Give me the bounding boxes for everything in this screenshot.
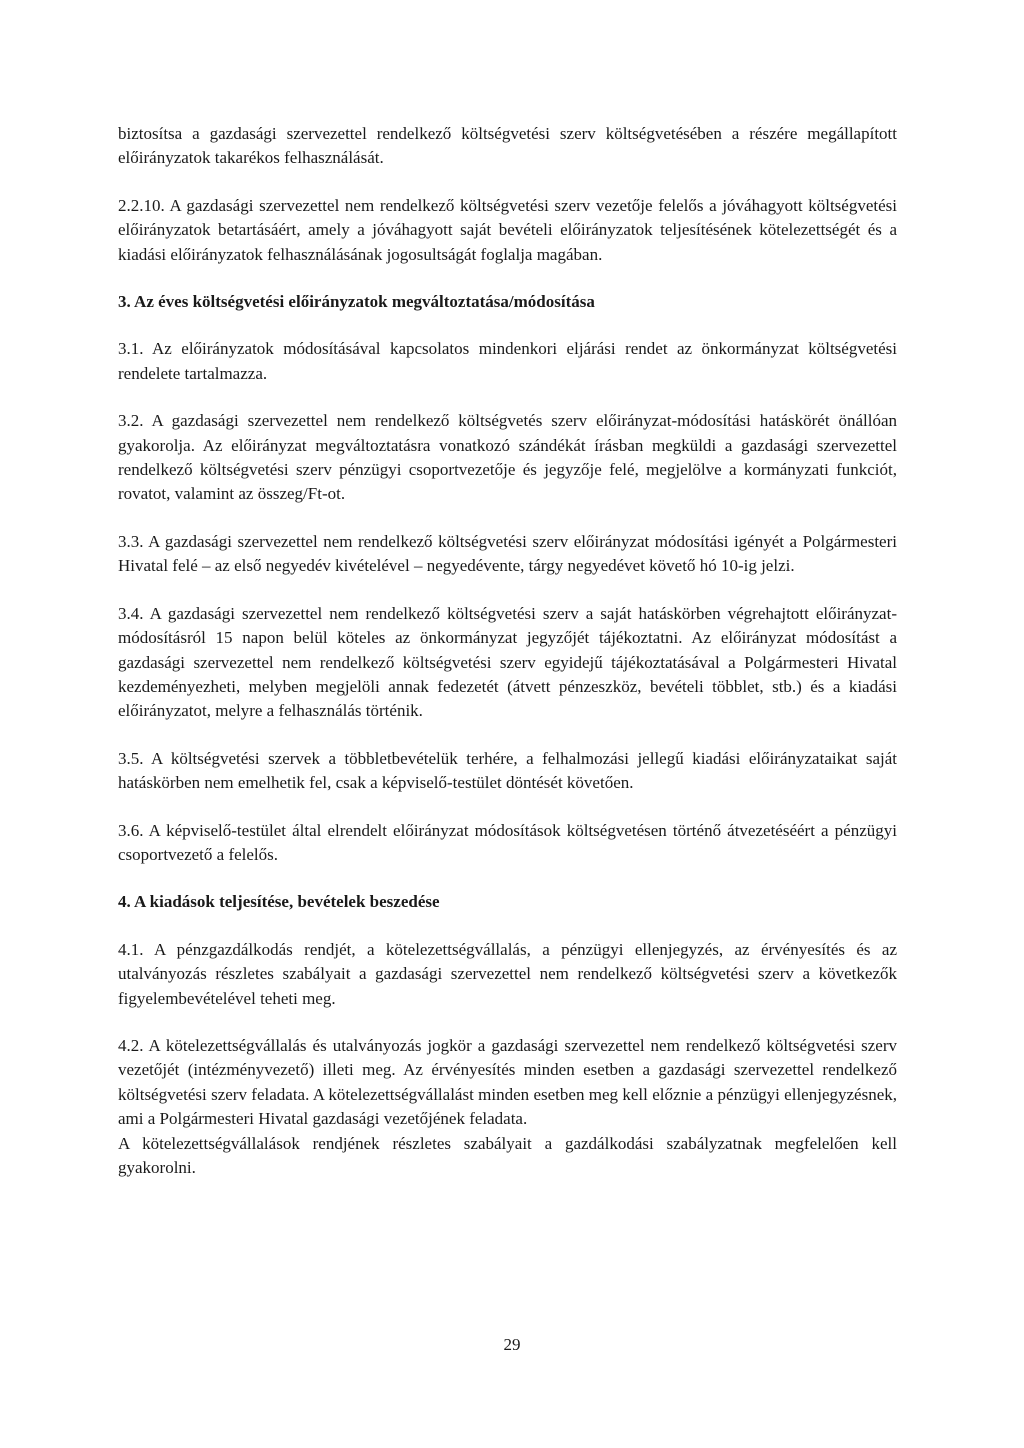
- paragraph-4-1: 4.1. A pénzgazdálkodás rendjét, a kötelezettségvállalás, a pénzügyi ellenjegyzés, az érvényesítés és az utalványozás részletes szabályait a gazdasági szervezettel nem rendelkező költségvetési szerv a következők figyelembevételével teheti meg.: [118, 939, 897, 1008]
- page-number: 29: [503, 1335, 521, 1354]
- paragraph-2-2-10: 2.2.10. A gazdasági szervezettel nem rendelkező költségvetési szerv vezetője felelős a jóváhagyott költségvetési előirányzatok betartásáért, amely a jóváhagyott saját bevételi előirányzatok teljesítésének kötelezettségét és a kiadási előirányzatok felhasználásának jogosultságát foglalja magában.: [118, 195, 897, 264]
- paragraph-intro: biztosítsa a gazdasági szervezettel rendelkező költségvetési szerv költségvetésében a részére megállapított előirányzatok takarékos felhasználását.: [118, 124, 897, 168]
- paragraph-3-4: 3.4. A gazdasági szervezettel nem rendelkező költségvetési szerv a saját hatáskörben végrehajtott előirányzat-módosításról 15 napon belül köteles az önkormányzat jegyzőjét tájékoztatni. Az előirányzat módosítást a gazdasági szervezettel nem rendelkező költségvetési szerv egyidejű tájékoztatásával a Polgármesteri Hivatal kezdeményezheti, melyben megjelöli annak fedezetét (átvett pénzeszköz, bevételi többlet, stb.) és a kiadási előirányzatot, melyre a felhasználás történik.: [118, 603, 897, 721]
- section-heading-4: 4. A kiadások teljesítése, bevételek beszedése: [118, 892, 440, 912]
- paragraph-3-6: 3.6. A képviselő-testület által elrendelt előirányzat módosítások költségvetésen történő átvezetéséért a pénzügyi csoportvezető a felelős.: [118, 820, 897, 864]
- document-page: [118, 122, 897, 1203]
- paragraph-3-1: 3.1. Az előirányzatok módosításával kapcsolatos mindenkori eljárási rendet az önkormányzat költségvetési rendelete tartalmazza.: [118, 339, 897, 383]
- paragraph-3-5: 3.5. A költségvetési szervek a többletbevételük terhére, a felhalmozási jellegű kiadási előirányzataikat saját hatáskörben nem emelhetik fel, csak a képviselő-testület döntését követően.: [118, 748, 897, 793]
- section-heading-3: 3. Az éves költségvetési előirányzatok megváltoztatása/módosítása: [118, 292, 595, 312]
- paragraph-4-2-continued: A kötelezettségvállalások rendjének részletes szabályait a gazdálkodási szabályzatnak megfelelően kell gyakorolni.: [118, 1133, 897, 1177]
- paragraph-3-3: 3.3. A gazdasági szervezettel nem rendelkező költségvetési szerv előirányzat módosítási igényét a Polgármesteri Hivatal felé – az első negyedév kivételével – negyedévente, tárgy negyedévet követő hó 10-ig jelzi.: [118, 531, 897, 576]
- paragraph-4-2: 4.2. A kötelezettségvállalás és utalványozás jogkör a gazdasági szervezettel nem rendelkező költségvetési szerv vezetőjét (intézményvezető) illeti meg. Az érvényesítés minden esetben a gazdasági szervezettel rendelkező költségvetési szerv feladata. A kötelezettségvállalást minden esetben meg kell előznie a pénzügyi ellenjegyzésnek, ami a Polgármesteri Hivatal gazdasági vezetőjének feladata.: [118, 1035, 897, 1129]
- paragraph-3-2: 3.2. A gazdasági szervezettel nem rendelkező költségvetés szerv előirányzat-módosítási hatáskörét önállóan gyakorolja. Az előirányzat megváltoztatásra vonatkozó szándékát írásban megküldi a gazdasági szervezettel rendelkező költségvetési szerv pénzügyi csoportvezetője és jegyzője felé, megjelölve a kormányzati funkciót, rovatot, valamint az összeg/Ft-ot.: [118, 411, 897, 504]
